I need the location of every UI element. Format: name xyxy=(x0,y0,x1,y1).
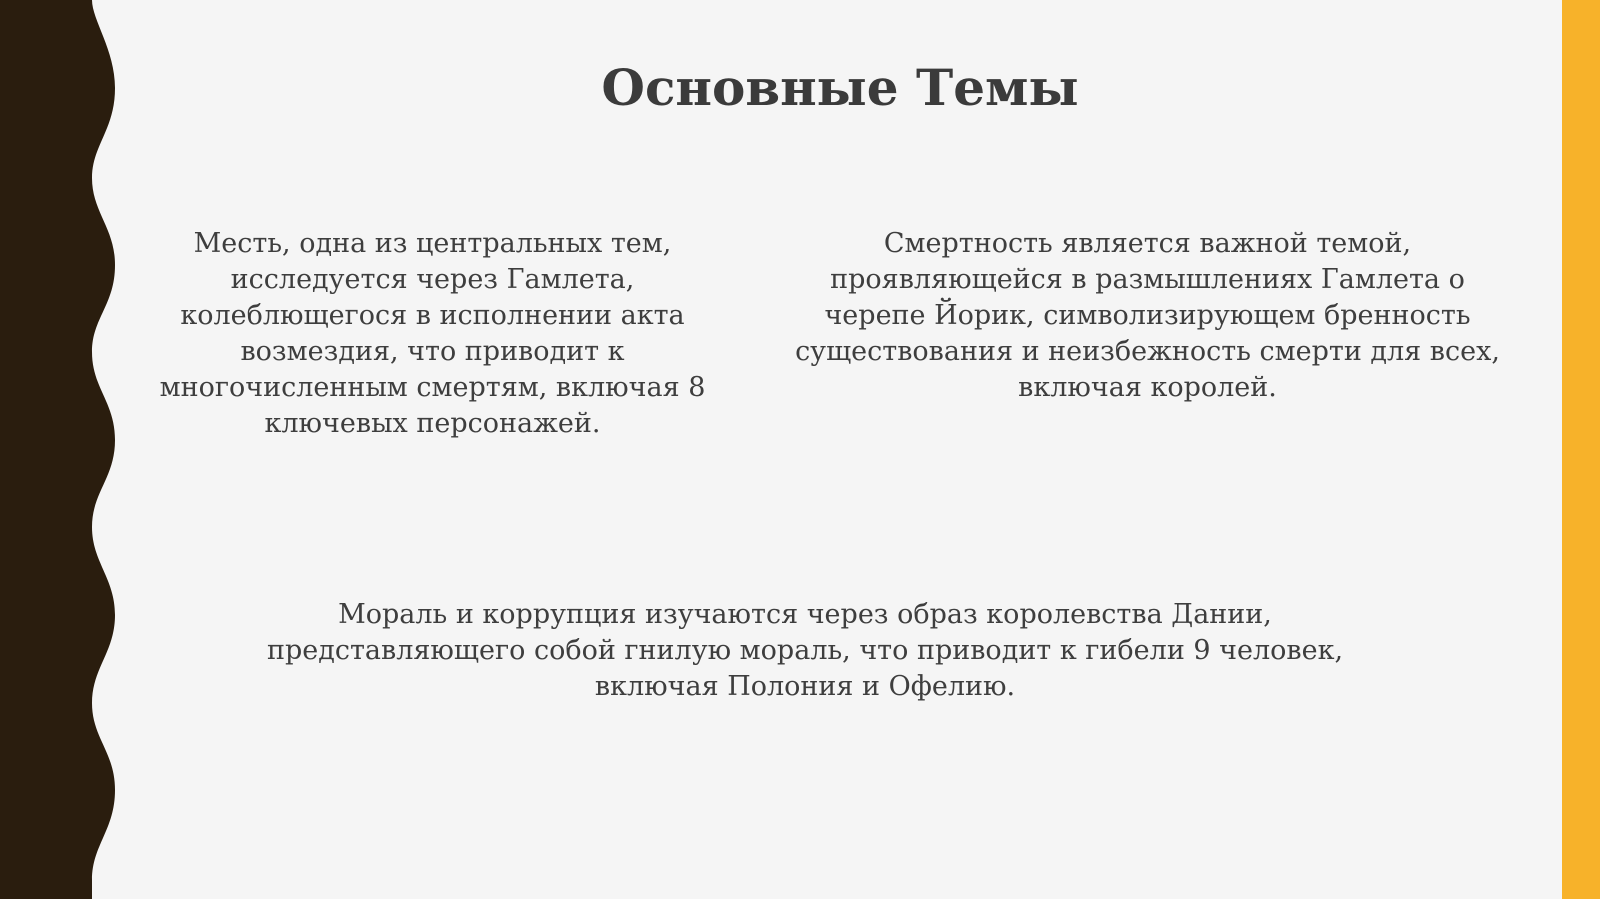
theme-mortality-text: Смертность является важной темой, проявляющейся в размышлениях Гамлета о черепе Йорик, символизирующем бренность существования и неизбежность смерти для всех, включая королей. xyxy=(795,228,1500,403)
left-wave-decoration xyxy=(0,0,130,899)
theme-morality-text: Мораль и коррупция изучаются через образ королевства Дании, представляющего собой гнилую мораль, что приводит к гибели 9 человек, включая Полония и Офелию. xyxy=(266,599,1344,702)
slide-title: Основные Темы xyxy=(601,58,1079,117)
right-accent-bar xyxy=(1562,0,1600,899)
theme-revenge-text: Месть, одна из центральных тем, исследуется через Гамлета, колеблющегося в исполнении акта возмездия, что приводит к многочисленным смертям, включая 8 ключевых персонажей. xyxy=(159,228,706,439)
